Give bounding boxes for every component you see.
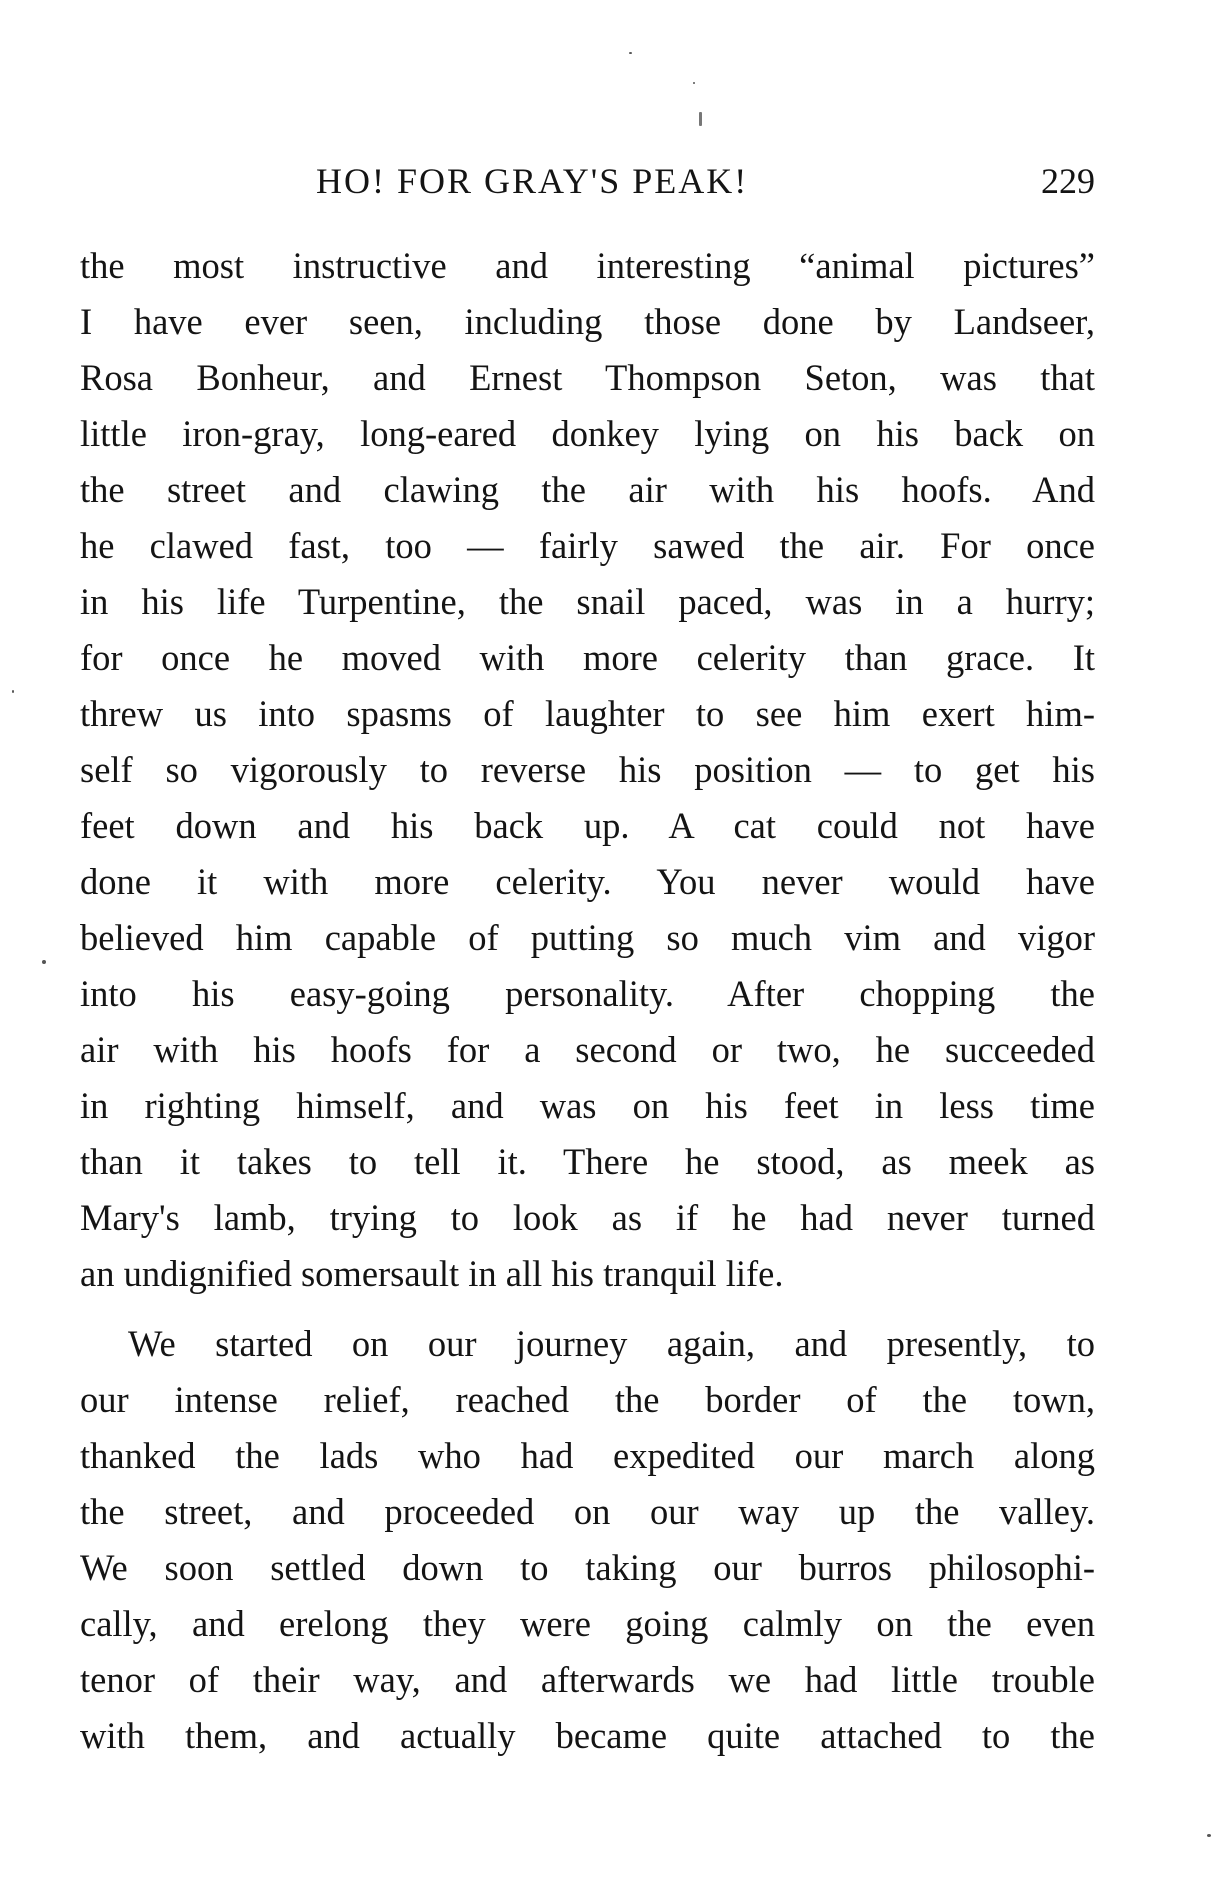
text-line: the most instructive and interesting “animal pictures” (80, 245, 1095, 286)
text-line: done it with more celerity. You never would have (80, 861, 1095, 902)
text-line: We soon settled down to taking our burros philosophi- (80, 1547, 1095, 1588)
text-line: than it takes to tell it. There he stood, as meek as (80, 1141, 1095, 1182)
paragraph-2 (80, 1316, 1095, 1764)
paragraph-gap (80, 1302, 1095, 1316)
page-number: 229 (1041, 161, 1095, 201)
running-title: HO! FOR GRAY'S PEAK! (316, 161, 749, 201)
text-line: self so vigorously to reverse his position — to get his (80, 749, 1095, 790)
paper-speck (699, 112, 702, 126)
text-line: the street, and proceeded on our way up the valley. (80, 1491, 1095, 1532)
text-line: Mary's lamb, trying to look as if he had never turned (80, 1197, 1095, 1238)
text-line: thanked the lads who had expedited our march along (80, 1435, 1095, 1476)
text-line: cally, and erelong they were going calmly on the even (80, 1603, 1095, 1644)
paper-speck (693, 82, 695, 84)
text-line: into his easy-going personality. After chopping the (80, 973, 1095, 1014)
text-line: air with his hoofs for a second or two, he succeeded (80, 1029, 1095, 1070)
text-line: in righting himself, and was on his feet in less time (80, 1085, 1095, 1126)
text-line: he clawed fast, too — fairly sawed the air. For once (80, 525, 1095, 566)
paragraph-1 (80, 238, 1095, 1302)
paper-speck (1207, 1834, 1211, 1837)
text-line: an undignified somersault in all his tranquil life. (80, 1253, 784, 1294)
text-line: little iron-gray, long-eared donkey lying on his back on (80, 413, 1095, 454)
text-line: for once he moved with more celerity than grace. It (80, 637, 1095, 678)
text-line: threw us into spasms of laughter to see him exert him- (80, 693, 1095, 734)
paper-speck (629, 52, 632, 54)
text-line: feet down and his back up. A cat could not have (80, 805, 1095, 846)
paper-speck (42, 960, 46, 964)
text-line: the street and clawing the air with his hoofs. And (80, 469, 1095, 510)
text-line: Rosa Bonheur, and Ernest Thompson Seton, was that (80, 357, 1095, 398)
text-line: in his life Turpentine, the snail paced, was in a hurry; (80, 581, 1095, 622)
page-header (80, 160, 1095, 212)
text-line: I have ever seen, including those done by Landseer, (80, 301, 1095, 342)
body-text (80, 238, 1095, 1764)
text-line: our intense relief, reached the border of the town, (80, 1379, 1095, 1420)
text-line: with them, and actually became quite attached to the (80, 1715, 1095, 1756)
text-line: We started on our journey again, and presently, to (128, 1323, 1095, 1364)
paper-speck (12, 690, 14, 693)
text-line: tenor of their way, and afterwards we had little trouble (80, 1659, 1095, 1700)
text-line: believed him capable of putting so much vim and vigor (80, 917, 1095, 958)
